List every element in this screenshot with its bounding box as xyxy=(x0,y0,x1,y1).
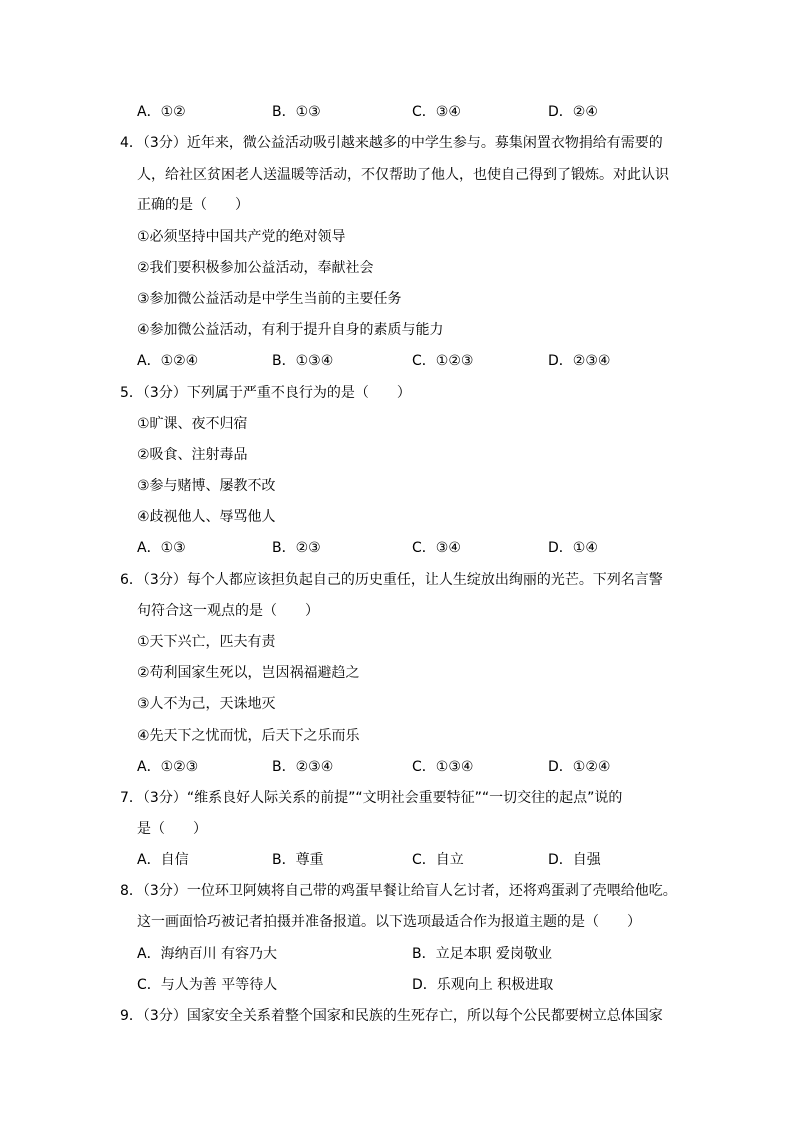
q4-stem-line: 人，给社区贫困老人送温暖等活动，不仅帮助了他人，也使自己得到了锻炼。对此认识 xyxy=(137,167,669,183)
q6-option-d[interactable]: D．①②④ xyxy=(548,759,611,775)
q7-option-d[interactable]: D．自强 xyxy=(548,852,601,868)
q4-option-a[interactable]: A．①②④ xyxy=(137,353,199,369)
q4-item: ③参加微公益活动是中学生当前的主要任务 xyxy=(137,291,402,307)
q6-item: ④先天下之忧而忧，后天下之乐而乐 xyxy=(137,728,360,744)
q4-option-d[interactable]: D．②③④ xyxy=(548,353,611,369)
q4-item: ①必须坚持中国共产党的绝对领导 xyxy=(137,229,346,245)
q6-option-b[interactable]: B．②③④ xyxy=(272,759,334,775)
q4-option-b[interactable]: B．①③④ xyxy=(272,353,334,369)
q4-item: ④参加微公益活动，有利于提升自身的素质与能力 xyxy=(137,322,444,338)
q7-stem-line: 是（ ） xyxy=(137,821,207,837)
q6-option-a[interactable]: A．①②③ xyxy=(137,759,199,775)
q5-option-a[interactable]: A．①③ xyxy=(137,540,186,556)
q7-option-c[interactable]: C．自立 xyxy=(412,852,464,868)
q7-option-a[interactable]: A．自信 xyxy=(137,852,189,868)
q8-stem-line: 8．（3分）一位环卫阿姨将自己带的鸡蛋早餐让给盲人乞讨者，还将鸡蛋剥了壳喂给他吃。 xyxy=(120,883,677,899)
q4-item: ②我们要积极参加公益活动，奉献社会 xyxy=(137,260,374,276)
q3-option-d[interactable]: D．②④ xyxy=(548,104,598,120)
q4-option-c[interactable]: C．①②③ xyxy=(412,353,474,369)
q4-stem-line: 正确的是（ ） xyxy=(137,197,249,213)
q6-item: ②苟利国家生死以，岂因祸福避趋之 xyxy=(137,665,360,681)
q8-option-b[interactable]: B．立足本职 爱岗敬业 xyxy=(412,946,553,962)
q5-item: ③参与赌博、屡教不改 xyxy=(137,478,276,494)
q5-option-c[interactable]: C．③④ xyxy=(412,540,461,556)
q3-option-a[interactable]: A．①② xyxy=(137,104,186,120)
q5-stem-line: 5．（3分）下列属于严重不良行为的是（ ） xyxy=(120,385,411,401)
q6-item: ①天下兴亡，匹夫有责 xyxy=(137,634,276,650)
q8-option-d[interactable]: D．乐观向上 积极进取 xyxy=(412,977,554,993)
q3-option-c[interactable]: C．③④ xyxy=(412,104,461,120)
q5-item: ②吸食、注射毒品 xyxy=(137,447,248,463)
q5-option-d[interactable]: D．①④ xyxy=(548,540,598,556)
q3-option-b[interactable]: B．①③ xyxy=(272,104,321,120)
q8-stem-line: 这一画面恰巧被记者拍摄并准备报道。以下选项最适合作为报道主题的是（ ） xyxy=(137,914,641,930)
q6-item: ③人不为己，天诛地灭 xyxy=(137,696,276,712)
q8-option-a[interactable]: A．海纳百川 有容乃大 xyxy=(137,946,278,962)
q5-item: ①旷课、夜不归宿 xyxy=(137,416,248,432)
q6-stem-line: 6．（3分）每个人都应该担负起自己的历史重任，让人生绽放出绚丽的光芒。下列名言警 xyxy=(120,572,663,588)
q5-item: ④歧视他人、辱骂他人 xyxy=(137,509,276,525)
q7-option-b[interactable]: B．尊重 xyxy=(272,852,324,868)
q7-stem-line: 7．（3分）“维系良好人际关系的前提”“文明社会重要特征”“一切交往的起点”说的 xyxy=(120,790,623,806)
q9-stem-line: 9．（3分）国家安全关系着整个国家和民族的生死存亡，所以每个公民都要树立总体国家 xyxy=(120,1008,663,1024)
q6-stem-line: 句符合这一观点的是（ ） xyxy=(137,603,319,619)
q5-option-b[interactable]: B．②③ xyxy=(272,540,321,556)
q6-option-c[interactable]: C．①③④ xyxy=(412,759,474,775)
q8-option-c[interactable]: C．与人为善 平等待人 xyxy=(137,977,278,993)
q4-stem-line: 4．（3分）近年来，微公益活动吸引越来越多的中学生参与。募集闲置衣物捐给有需要的 xyxy=(120,135,663,151)
